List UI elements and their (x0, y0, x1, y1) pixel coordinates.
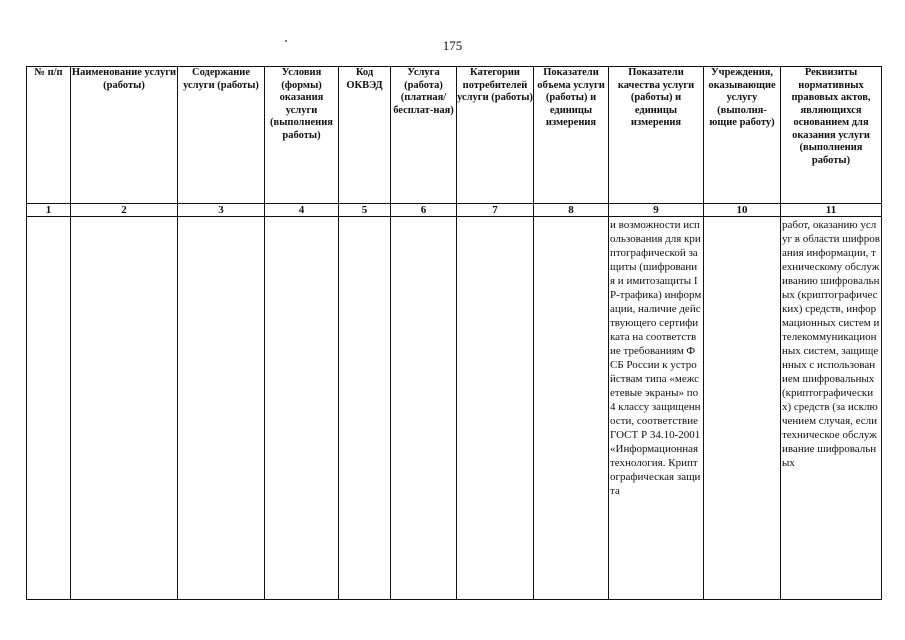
header-cell-2: Наименование услуги (работы) (71, 67, 178, 204)
quality-indicators-text: и возможности использования для криптографической защиты (шифрования и имитозащиты IP-трафика) информации, наличие действующего сертификата на соответствие требованиям ФСБ России к устройствам типа «межсетевые экраны» по 4 классу защищенности, соответствие ГОСТ Р 34.10-2001 «Информационная технология. Криптографическая защита (610, 219, 702, 497)
column-number-4: 4 (265, 204, 339, 217)
column-number-3: 3 (178, 204, 265, 217)
column-number-9: 9 (609, 204, 704, 217)
column-number-7: 7 (457, 204, 534, 217)
header-cell-9: Показатели качества услуги (работы) и единицы измерения (609, 67, 704, 204)
header-row (27, 67, 882, 204)
page-number: 175 (442, 38, 463, 53)
body-cell-11 (781, 217, 882, 600)
header-cell-1: № п/п (27, 67, 71, 204)
column-number-10: 10 (704, 204, 781, 217)
header-cell-11: Реквизиты нормативных правовых актов, являющихся основанием для оказания услуги (выполнения работы) (781, 67, 882, 204)
body-cell-9 (609, 217, 704, 600)
header-cell-7: Категории потребителей услуги (работы) (457, 67, 534, 204)
header-cell-3: Содержание услуги (работы) (178, 67, 265, 204)
column-number-1: 1 (27, 204, 71, 217)
column-number-row (27, 204, 882, 217)
legal-acts-text: работ, оказанию услуг в области шифрования информации, техническому обслуживанию шифровальных (криптографических) средств, информационных систем и телекоммуникационных систем, защищенных с использованием шифровальных (криптографических) средств (за исключением случая, если техническое обслуживание шифровальных (782, 219, 880, 469)
column-number-8: 8 (534, 204, 609, 217)
body-cell-3 (178, 217, 265, 600)
header-cell-5: Код ОКВЭД (339, 67, 391, 204)
header-cell-6: Услуга (работа) (платная/ бесплат-ная) (391, 67, 457, 204)
body-cell-10 (704, 217, 781, 600)
column-number-5: 5 (339, 204, 391, 217)
column-number-2: 2 (71, 204, 178, 217)
header-cell-8: Показатели объема услуги (работы) и единицы измерения (534, 67, 609, 204)
body-cell-6 (391, 217, 457, 600)
scan-speck (285, 40, 287, 42)
header-cell-10: Учреждения, оказывающие услугу (выполня-ющие работу) (704, 67, 781, 204)
body-cell-2 (71, 217, 178, 600)
column-number-6: 6 (391, 204, 457, 217)
header-cell-4: Условия (формы) оказания услуги (выполнения работы) (265, 67, 339, 204)
body-cell-1 (27, 217, 71, 600)
body-cell-4 (265, 217, 339, 600)
column-number-11: 11 (781, 204, 882, 217)
body-cell-7 (457, 217, 534, 600)
body-cell-8 (534, 217, 609, 600)
body-cell-5 (339, 217, 391, 600)
table-row (27, 217, 882, 600)
services-table (26, 66, 882, 600)
